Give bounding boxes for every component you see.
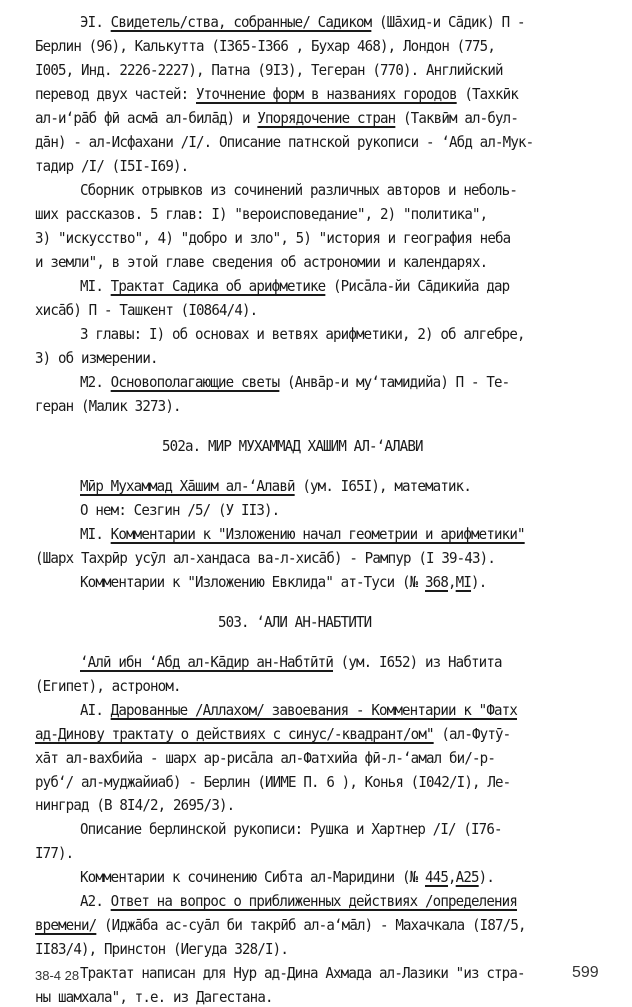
text-segment: Сборник отрывков из сочинений различных авторов и неболь- [80, 181, 517, 199]
section-heading: 502а. МИР МУХАММАД ХАШИМ АЛ-‘АЛАВИ [162, 437, 423, 455]
text-line [35, 60, 503, 80]
text-segment: тадир /I/ (I5I-I69). [35, 157, 189, 175]
text-segment: перевод двух частей: [35, 85, 197, 103]
text-segment: ны шамхала", т.е. из Дагестана. [35, 987, 273, 1006]
text-line [80, 891, 517, 911]
underlined-title: времени/ [35, 915, 97, 934]
text-line [35, 348, 158, 368]
text-line [35, 132, 533, 152]
text-segment: А2. [80, 892, 111, 910]
text-line [35, 252, 487, 272]
text-segment: О нем: Сезгин /5/ (У II3). [80, 501, 280, 519]
text-segment: 3) "искусство", 4) "добро и зло", 5) "история и география неба [35, 229, 511, 247]
text-segment: 3) об измерении. [35, 349, 158, 367]
text-segment: да̄н) - ал-Исфахани /I/. Описание патнской рукописи - ‘Абд ал-Мук- [35, 133, 534, 151]
underlined-title: Трактат Садика об арифметике [110, 277, 326, 295]
underlined-title: Дарованные /Аллахом/ завоевания - Комментарии к "Фатх [110, 700, 518, 719]
text-segment: (ум. I652) из Набтита [333, 653, 502, 671]
text-segment: , [448, 573, 456, 591]
text-line [80, 867, 494, 887]
underlined-title: ‘Алӣ ибн ‘Абд ал-Ка̄дир ан-Набтӣтӣ [80, 653, 334, 671]
text-line [80, 524, 525, 544]
text-line [80, 572, 486, 592]
text-segment: геран (Малик 3273). [35, 397, 181, 415]
underlined-title: Свидетель/ства, собранные/ Садиком [110, 13, 372, 31]
underlined-title: 445 [425, 868, 449, 887]
text-segment: Берлин (96), Калькутта (I365-I366 , Бухар 468), Лондон (775, [35, 37, 496, 55]
text-line [35, 939, 288, 959]
text-line [80, 180, 517, 200]
text-segment: руб‘/ ал-муджайиаб) - Берлин (ИИМЕ П. 6 ), Конья (I042/I), Ле- [35, 772, 511, 791]
text-line [35, 36, 495, 56]
text-segment: нинград (В 8I4/2, 2695/3). [35, 796, 235, 815]
text-line [35, 396, 181, 416]
underlined-title: Ответ на вопрос о приближенных действиях /определения [110, 892, 518, 910]
underlined-title: Уточнение форм в названиях городов [196, 85, 457, 103]
text-segment: ЭI. [80, 13, 111, 31]
text-segment: (ум. I65I), математик. [294, 477, 472, 495]
text-segment: Трактат написан для Нур ад-Дина Ахмада ал-Лазики "из стра- [80, 963, 525, 982]
text-segment: и земли", в этой главе сведения об астрономии и календарях. [35, 253, 488, 271]
text-line [80, 500, 279, 520]
text-segment: хиса̄б) П - Ташкент (I0864/4). [35, 301, 258, 319]
text-segment: ха̄т ал-вахбийа - шарх ар-рисāла ал-Фатхийа фӣ-л-‘амал би/-р- [35, 748, 496, 767]
text-segment: I77). [35, 844, 74, 863]
text-segment: Описание берлинской рукописи: Рушка и Хартнер /I/ (I76- [80, 820, 502, 839]
text-line [80, 276, 509, 296]
text-segment: (Таквӣм ал-бул- [395, 109, 519, 127]
text-segment: (Иджа̄ба ас-суа̄л би такрӣб ал-а‘ма̄л) - Махачкала (I87/5, [96, 915, 526, 934]
text-line [35, 915, 526, 935]
text-line [35, 748, 495, 768]
section-heading: 503. ‘АЛИ АН-НАБТИТИ [218, 613, 372, 631]
text-segment: Комментарии к "Изложению Евклида" ат-Туси (№ [80, 573, 426, 591]
underlined-title: ад-Динову трактату о действиях с синус/-квадрант/ом" [35, 724, 434, 743]
text-line [35, 108, 518, 128]
text-segment: (Ша̄хид-и Са̄дик) П - [371, 13, 525, 31]
text-segment: ал-и‘ра̄б фӣ асма̄ ал-била̄д) и [35, 109, 258, 127]
text-line [35, 795, 234, 815]
text-line [35, 228, 510, 248]
text-line [80, 963, 525, 983]
page-number: 599 [572, 964, 599, 981]
underlined-title: 368 [425, 573, 449, 591]
text-line [80, 12, 525, 32]
text-segment: М2. [80, 373, 111, 391]
text-segment: ). [478, 868, 495, 887]
text-line [35, 676, 181, 696]
text-segment: ших рассказов. 5 глав: I) "вероисповедание", 2) "политика", [35, 205, 488, 223]
printer-signature: 38-4 28 [35, 968, 80, 983]
text-line [80, 324, 525, 344]
text-segment: II83/4), Принстон (Иегуда 328/I). [35, 939, 289, 958]
text-line [80, 700, 517, 720]
text-segment: (Анва̄р-и му‘тамидийа) П - Те- [279, 373, 510, 391]
underlined-title: А25 [455, 868, 479, 887]
text-segment: (Рисāла-йи Са̄дикийа дар [325, 277, 510, 295]
text-segment: (Тахкӣк [456, 85, 519, 103]
text-line [35, 724, 510, 744]
text-line [80, 819, 502, 839]
text-line [80, 476, 471, 496]
underlined-title: МI [455, 573, 472, 591]
underlined-title: Упорядочение стран [257, 109, 396, 127]
text-segment: , [448, 868, 456, 887]
text-line [35, 987, 273, 1007]
text-line [35, 156, 188, 176]
text-line [35, 548, 495, 568]
text-segment: ). [471, 573, 487, 591]
underlined-title: Комментарии к "Изложению начал геометрии и арифметики" [110, 525, 525, 543]
text-line [35, 204, 487, 224]
text-line [80, 652, 502, 672]
text-line [35, 772, 510, 792]
text-line [35, 300, 257, 320]
text-segment: 3 главы: I) об основах и ветвях арифметики, 2) об алгебре, [80, 325, 525, 343]
text-line [80, 372, 509, 392]
text-segment: МI. [80, 525, 111, 543]
text-line [35, 843, 73, 863]
underlined-title: Основополагающие светы [110, 373, 280, 391]
text-segment: (Шарх Тахрӣр усӯл ал-хандаса ва-л-хиса̄б) - Рампур (I 39-43). [35, 549, 496, 567]
text-segment: I005, Инд. 2226-2227), Патна (9I3), Тегеран (770). Английский [35, 61, 503, 79]
text-segment: МI. [80, 277, 111, 295]
text-segment: (Египет), астроном. [35, 676, 181, 695]
text-segment: Комментарии к сочинению Сибта ал-Маридини (№ [80, 868, 426, 887]
text-segment: (ал-Футӯ- [433, 724, 511, 743]
text-line [35, 84, 518, 104]
underlined-title: Мӣр Мухаммад Ха̄шим ал-‘Алавӣ [80, 477, 295, 495]
text-segment: АI. [80, 700, 111, 719]
